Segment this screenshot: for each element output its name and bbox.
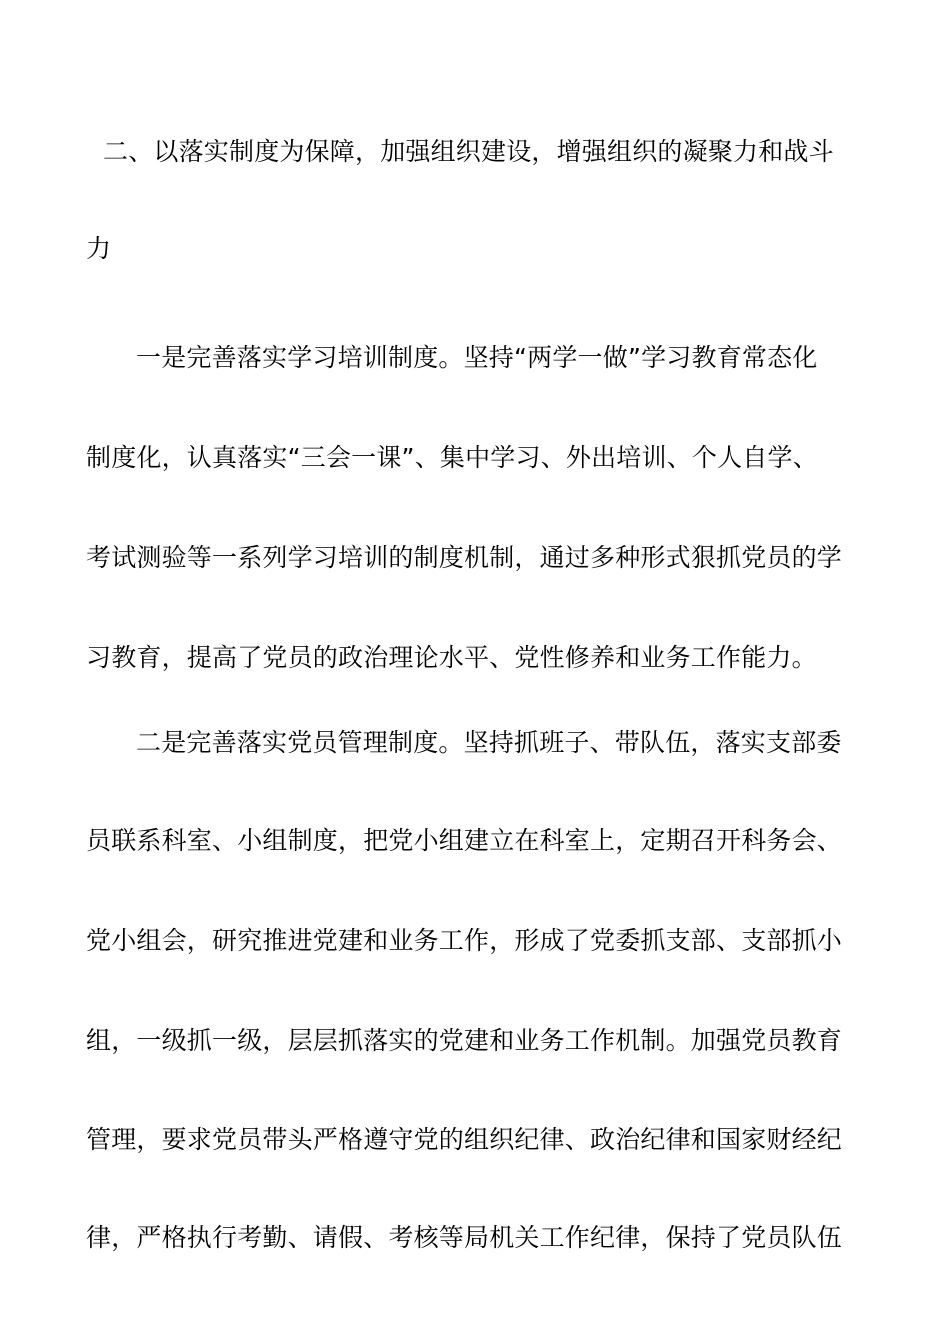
section-heading-line-2: 力: [86, 234, 112, 263]
paragraph-2-line-5: 管理，要求党员带头严格遵守党的组织纪律、政治纪律和国家财经纪: [86, 1125, 843, 1154]
paragraph-2-line-6: 律，严格执行考勤、请假、考核等局机关工作纪律，保持了党员队伍: [86, 1223, 843, 1252]
paragraph-2-line-4: 组，一级抓一级，层层抓落实的党建和业务工作机制。加强党员教育: [86, 1026, 843, 1055]
paragraph-1-line-1: 一是完善落实学习培训制度。坚持“两学一做”学习教育常态化: [136, 343, 818, 372]
paragraph-1-line-4: 习教育，提高了党员的政治理论水平、党性修养和业务工作能力。: [86, 643, 817, 672]
paragraph-2-line-3: 党小组会，研究推进党建和业务工作，形成了党委抓支部、支部抓小: [86, 926, 843, 955]
paragraph-1-line-3: 考试测验等一系列学习培训的制度机制，通过多种形式狠抓党员的学: [86, 543, 843, 572]
section-heading-line-1: 二、以落实制度为保障，加强组织建设，增强组织的凝聚力和战斗: [103, 137, 834, 166]
paragraph-2-line-2: 员联系科室、小组制度，把党小组建立在科室上，定期召开科务会、: [86, 826, 843, 855]
paragraph-2-line-1: 二是完善落实党员管理制度。坚持抓班子、带队伍，落实支部委: [136, 728, 842, 757]
paragraph-1-line-2: 制度化，认真落实“三会一课”、集中学习、外出培训、个人自学、: [86, 443, 818, 472]
